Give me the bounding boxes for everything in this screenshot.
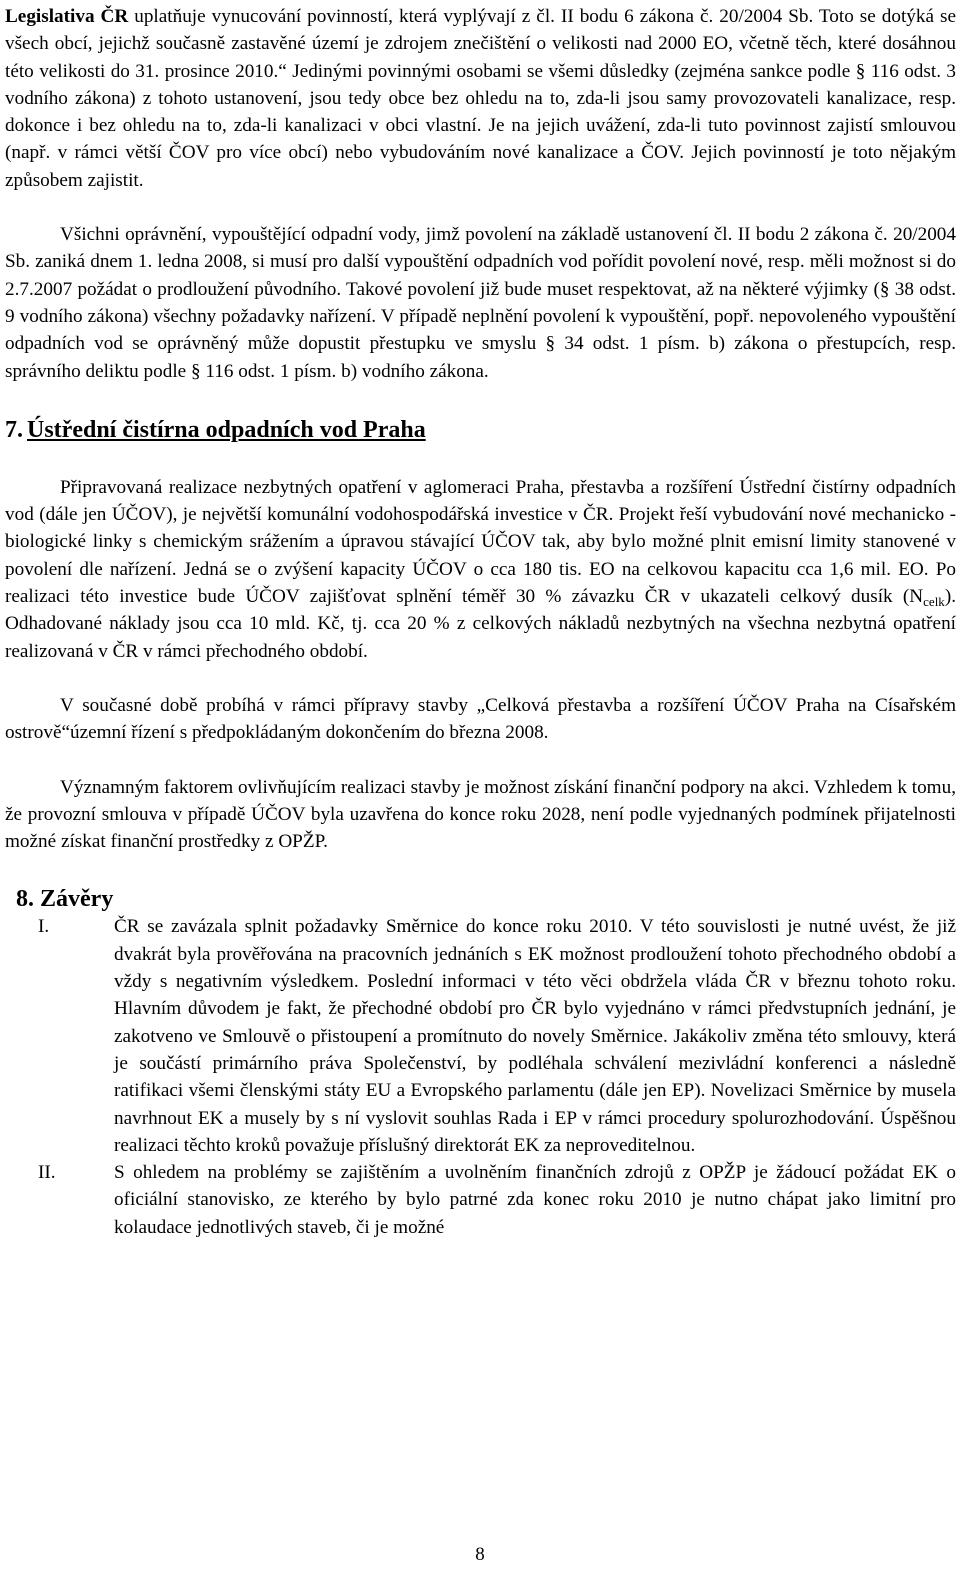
section-number: 7. [5, 416, 23, 443]
list-item-text: ČR se zavázala splnit požadavky Směrnice do konce roku 2010. V této souvislosti je nutné uvést, že již dvakrát byla prověřována na pracovních jednáních s EK možnost prodloužení tohoto přechodného období a vždy s negativním výsledkem. Poslední informaci v této věci obdržela vláda ČR v březnu tohoto roku. Hlavním důvodem je fakt, že přechodné období pro ČR bylo vyjednáno v rámci předvstupních jednání, je zakotveno ve Smlouvě o přistoupení a promítnuto do novely Směrnice. Jakákoliv změna této smlouvy, která je součástí primárního práva Společenství, by podléhala schválení mezivládní konferenci a následně ratifikaci všemi členskými státy EU a Evropského parlamentu (dále jen EP). Novelizaci Směrnice by musela navrhnout EK a musely by s ní vyslovit souhlas Rada i EP v rámci procedury spolurozhodování. Úspěšnou realizaci těchto kroků považuje příslušný direktorát EK za neproveditelnou. [114, 916, 956, 1156]
page-number: 8 [475, 1544, 485, 1565]
paragraph-lead-bold: Legislativa ČR [5, 6, 129, 27]
section-8-heading: 8. Závěry [16, 886, 114, 913]
list-item-text: S ohledem na problémy se zajištěním a uvolněním finančních zdrojů z OPŽP je žádoucí požádat EK o oficiální stanovisko, ze kterého by bylo patrné zda konec roku 2010 je nutno chápat jako limitní pro kolaudace jednotlivých staveb, či je možné [114, 1162, 956, 1238]
subscript: celk [923, 594, 945, 610]
paragraph-text: uplatňuje vynucování povinností, která vyplývají z čl. II bodu 6 zákona č. 20/2004 Sb. Toto se dotýká se všech obcí, jejichž současně zastavěné území je zdrojem znečištění o velikosti nad 2000 EO, včetně těch, které dosáhnou této velikosti do 31. prosince 2010.“ Jedinými povinnými osobami se všemi důsledky (zejména sankce podle § 116 odst. 3 vodního zákona) z tohoto ustanovení, jsou tedy obce bez ohledu na to, zda-li jsou samy provozovateli kanalizace, resp. dokonce i bez ohledu na to, zda-li kanalizaci v obci vlastní. Je na jejich uvážení, zda-li tuto povinnost zajistí smlouvou (např. v rámci větší ČOV pro více obcí) nebo vybudováním nové kanalizace a ČOV. Jejich povinností je toto nějakým způsobem zajistit. [5, 6, 956, 191]
paragraph-uchov-project [5, 474, 956, 665]
list-numeral: I. [38, 916, 50, 938]
paragraph-current-status: V současné době probíhá v rámci přípravy stavby „Celková přestavba a rozšíření ÚČOV Praha na Císařském ostrově“územní řízení s předpokládaným dokončením do března 2008. [5, 694, 956, 744]
paragraph-funding: Významným faktorem ovlivňujícím realizaci stavby je možnost získání finanční podpory na akci. Vzhledem k tomu, že provozní smlouva v případě ÚČOV byla uzavřena do konce roku 2028, není podle vyjednaných podmínek přijatelnosti možné získat finanční prostředky z OPŽP. [5, 776, 956, 853]
section-7-heading [5, 415, 956, 445]
list-numeral: II. [38, 1162, 56, 1184]
section-title: Ústřední čistírna odpadních vod Praha [27, 416, 426, 443]
conclusion-item-2 [5, 1159, 956, 1241]
paragraph-text: Připravovaná realizace nezbytných opatření v aglomeraci Praha, přestavba a rozšíření Ústřední čistírny odpadních vod (dále jen ÚČOV), je největší komunální vodohospodářská investice v ČR. Projekt řeší vybudování nové mechanicko - biologické linky s chemickým srážením a úpravou stávající ÚČOV tak, aby bylo možné plnit emisní limity stanovené v povolení dle nařízení. Jedná se o zvýšení kapacity ÚČOV o cca 180 tis. EO na celkovou kapacitu cca 1,6 mil. EO. Po realizaci této investice bude ÚČOV zajišťovat splnění téměř 30 % závazku ČR v ukazateli celkový dusík (N [5, 476, 956, 608]
paragraph-text: ). Odhadované náklady jsou cca 10 mld. Kč, tj. cca 20 % z celkových nákladů nezbytných na všechna nezbytná opatření realizovaná v ČR v rámci přechodného období. [5, 586, 956, 662]
paragraph-legislation [5, 3, 956, 194]
paragraph-permits: Všichni oprávnění, vypouštějící odpadní vody, jimž povolení na základě ustanovení čl. II bodu 2 zákona č. 20/2004 Sb. zaniká dnem 1. ledna 2008, si musí pro další vypouštění odpadních vod pořídit povolení nové, resp. měli možnost si do 2.7.2007 požádat o prodloužení původního. Takové povolení již bude muset respektovat, až na některé výjimky (§ 38 odst. 9 vodního zákona) všechny požadavky nařízení. V případě neplnění povolení k vypouštění, popř. nepovoleného vypouštění odpadních vod se oprávněný může dopustit přestupku ve smyslu § 34 odst. 1 písm. b) zákona o přestupcích, resp. správního deliktu podle § 116 odst. 1 písm. b) vodního zákona. [5, 224, 956, 382]
conclusion-item-1 [5, 913, 956, 1159]
